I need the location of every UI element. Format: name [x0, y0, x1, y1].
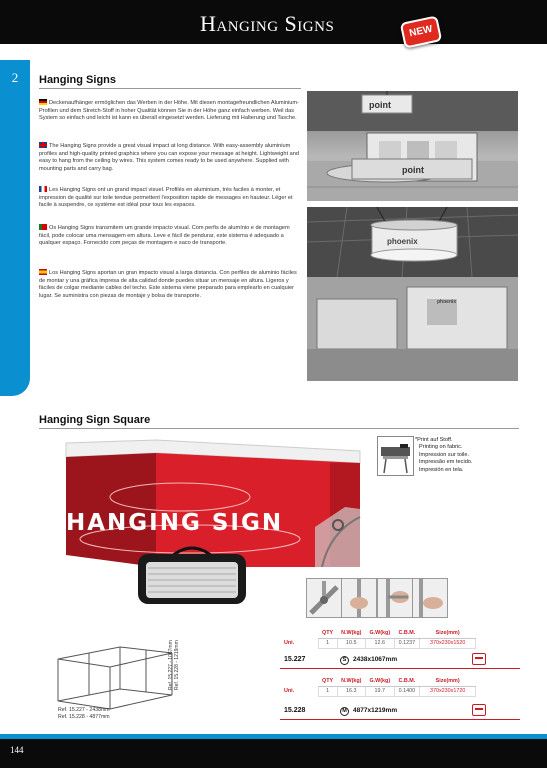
page-title: Hanging Signs [200, 11, 335, 36]
cbm-value: 0.1400 [394, 686, 420, 696]
print-note-line: Printing on fabric. [419, 444, 463, 451]
unit-label: Uni. [284, 640, 295, 646]
print-note-line: Impression sur toile. [419, 451, 470, 458]
col-net-weight: N.W(kg) [337, 628, 365, 638]
model-number: 15.228 [284, 707, 306, 714]
product-size-row [340, 656, 397, 665]
spec-table-15228 [280, 676, 476, 697]
print-note [415, 437, 472, 474]
carry-bag-image [132, 542, 252, 608]
cbm-value: 0.1237 [394, 638, 420, 648]
paragraph-es [39, 269, 301, 300]
spec-table-15227 [280, 628, 476, 649]
frame-wireframe-drawing [50, 645, 180, 713]
banner-text: HANGING SIGN [66, 510, 284, 536]
section-title-hanging-sign-square: Hanging Sign Square [39, 414, 151, 426]
spec-data-row [280, 638, 476, 648]
row-divider [280, 719, 520, 720]
page-number: 144 [10, 745, 24, 755]
page-footer [0, 739, 547, 768]
net-weight-value: 10.5 [337, 638, 365, 648]
german-flag-icon [39, 99, 47, 105]
product-size-row [340, 707, 397, 716]
frame-width-caption [58, 707, 110, 720]
new-badge: NEW [400, 15, 443, 48]
paragraph-en-text: The Hanging Signs provide a great visual impact at long distance. With easy-assembly aluminium profiles and high-quality printed graphics where you can expose your message at height. Lightweight and easy to hang from the ceiling by wires. This system comes ready to be used anywhere. Supplied with mounting parts and carry bag. [39, 143, 299, 172]
col-gross-weight: G.W(kg) [365, 676, 394, 686]
size-value: 370x230x1720 [420, 686, 476, 696]
spec-header-row [280, 676, 476, 686]
photo-sign-label: phoenix [387, 237, 418, 246]
detail-photo-hand-assembly [341, 578, 377, 618]
col-size: Size(mm) [420, 676, 476, 686]
page-header [0, 0, 547, 44]
detail-photo-connector [306, 578, 342, 618]
french-flag-icon [39, 186, 47, 192]
row-divider [280, 668, 520, 669]
section-title-hanging-signs: Hanging Signs [39, 74, 116, 86]
carton-icon [472, 653, 486, 665]
print-note-line: Impressão em tecido. [419, 459, 473, 466]
net-weight-value: 16.3 [337, 686, 365, 696]
section-divider [39, 428, 519, 429]
paragraph-de-text: Deckenaufhänger ermöglichen das Werben in der Höhe. Mit diesen montagefreundlichen Aluminium-Profilen und dem Stretch-Stoff in hoher Qualität können Sie in der Höhe ganz einfach werben. Weil das System so einfach und leicht ist kann es überall eingesetzt werden. Lieferung mit Halterung und Tasche. [39, 100, 299, 122]
paragraph-de [39, 99, 301, 123]
paragraph-pt-text: Os Hanging Signs transmitem um grande impacto visual. Com perfis de alumínio e de montagem fácil, pode colocar uma mensagem em altura. Leve e fácil de pendurar, este sistema é adequado a qualquer espaço. Fornecido com peças de montagem e saco de transporte. [39, 225, 290, 247]
paragraph-es-text: Los Hanging Signs aportan un gran impacto visual a larga distancia. Con perfiles de aluminio fáciles de montar y una gráfica impresa de alta calidad donde puedes situar un mensaje en altura. Ligeros y fáciles de colgar mediante cables del techo. Este sistema viene preparado para emplearlo en cualquier lugar. Se suministra con piezas de montaje y bolsa de transporte. [39, 270, 297, 299]
paragraph-fr [39, 186, 301, 210]
col-cbm: C.B.M. [394, 628, 420, 638]
exhibition-photo-phoenix [307, 207, 518, 381]
chapter-number: 2 [11, 70, 19, 85]
spec-data-row [280, 686, 476, 696]
qty-value: 1 [318, 638, 337, 648]
ref-side-line: Ref. 15.228 - 1219mm [174, 640, 181, 690]
detail-photo-hand-fabric [412, 578, 448, 618]
uk-flag-icon [39, 142, 47, 148]
paragraph-fr-text: Les Hanging Signs ont un grand impact visuel. Profilés en aluminium, très faciles à monter, et impression de qualité sur toile tendue permettent l'exposition rapide de messages en hauteur. Léger et facile à suspendre, ce système est idéal pour tous les espaces. [39, 187, 293, 209]
model-number: 15.227 [284, 656, 306, 663]
printer-image [377, 436, 414, 476]
col-cbm: C.B.M. [394, 676, 420, 686]
section-divider [39, 88, 301, 89]
photo-sign-label: phoenix [437, 299, 457, 305]
spec-header-row [280, 628, 476, 638]
col-qty: QTY [318, 628, 337, 638]
print-note-line: *Print auf Stoff. [415, 437, 453, 443]
spanish-flag-icon [39, 269, 47, 275]
col-size: Size(mm) [420, 628, 476, 638]
chapter-tab [0, 60, 30, 396]
portuguese-flag-icon [39, 224, 47, 230]
photo-sign-label: point [369, 100, 391, 110]
col-gross-weight: G.W(kg) [365, 628, 394, 638]
col-qty: QTY [318, 676, 337, 686]
carton-icon [472, 704, 486, 716]
ref-caption-line: Ref. 15.227 - 2438mm [58, 707, 110, 713]
frame-height-caption [168, 640, 181, 690]
ref-caption-line: Ref. 15.228 - 4877mm [58, 713, 110, 720]
product-dimensions: 4877x1219mm [353, 707, 398, 714]
ref-side-line: Ref. 15.227 - 1067mm [168, 640, 174, 690]
unit-label: Uni. [284, 688, 295, 694]
col-net-weight: N.W(kg) [337, 676, 365, 686]
gross-weight-value: 19.7 [365, 686, 394, 696]
size-code-icon: M [340, 707, 349, 716]
size-value: 370x230x1520 [420, 638, 476, 648]
photo-sign-label: point [402, 165, 424, 175]
paragraph-en [39, 142, 301, 173]
qty-value: 1 [318, 686, 337, 696]
gross-weight-value: 12.6 [365, 638, 394, 648]
print-note-line: Impresión en tela. [419, 466, 464, 473]
paragraph-pt [39, 224, 301, 248]
size-code-icon: S [340, 656, 349, 665]
exhibition-photo-point [307, 91, 518, 201]
product-dimensions: 2438x1067mm [353, 656, 398, 663]
detail-photo-hand-joint [377, 578, 413, 618]
